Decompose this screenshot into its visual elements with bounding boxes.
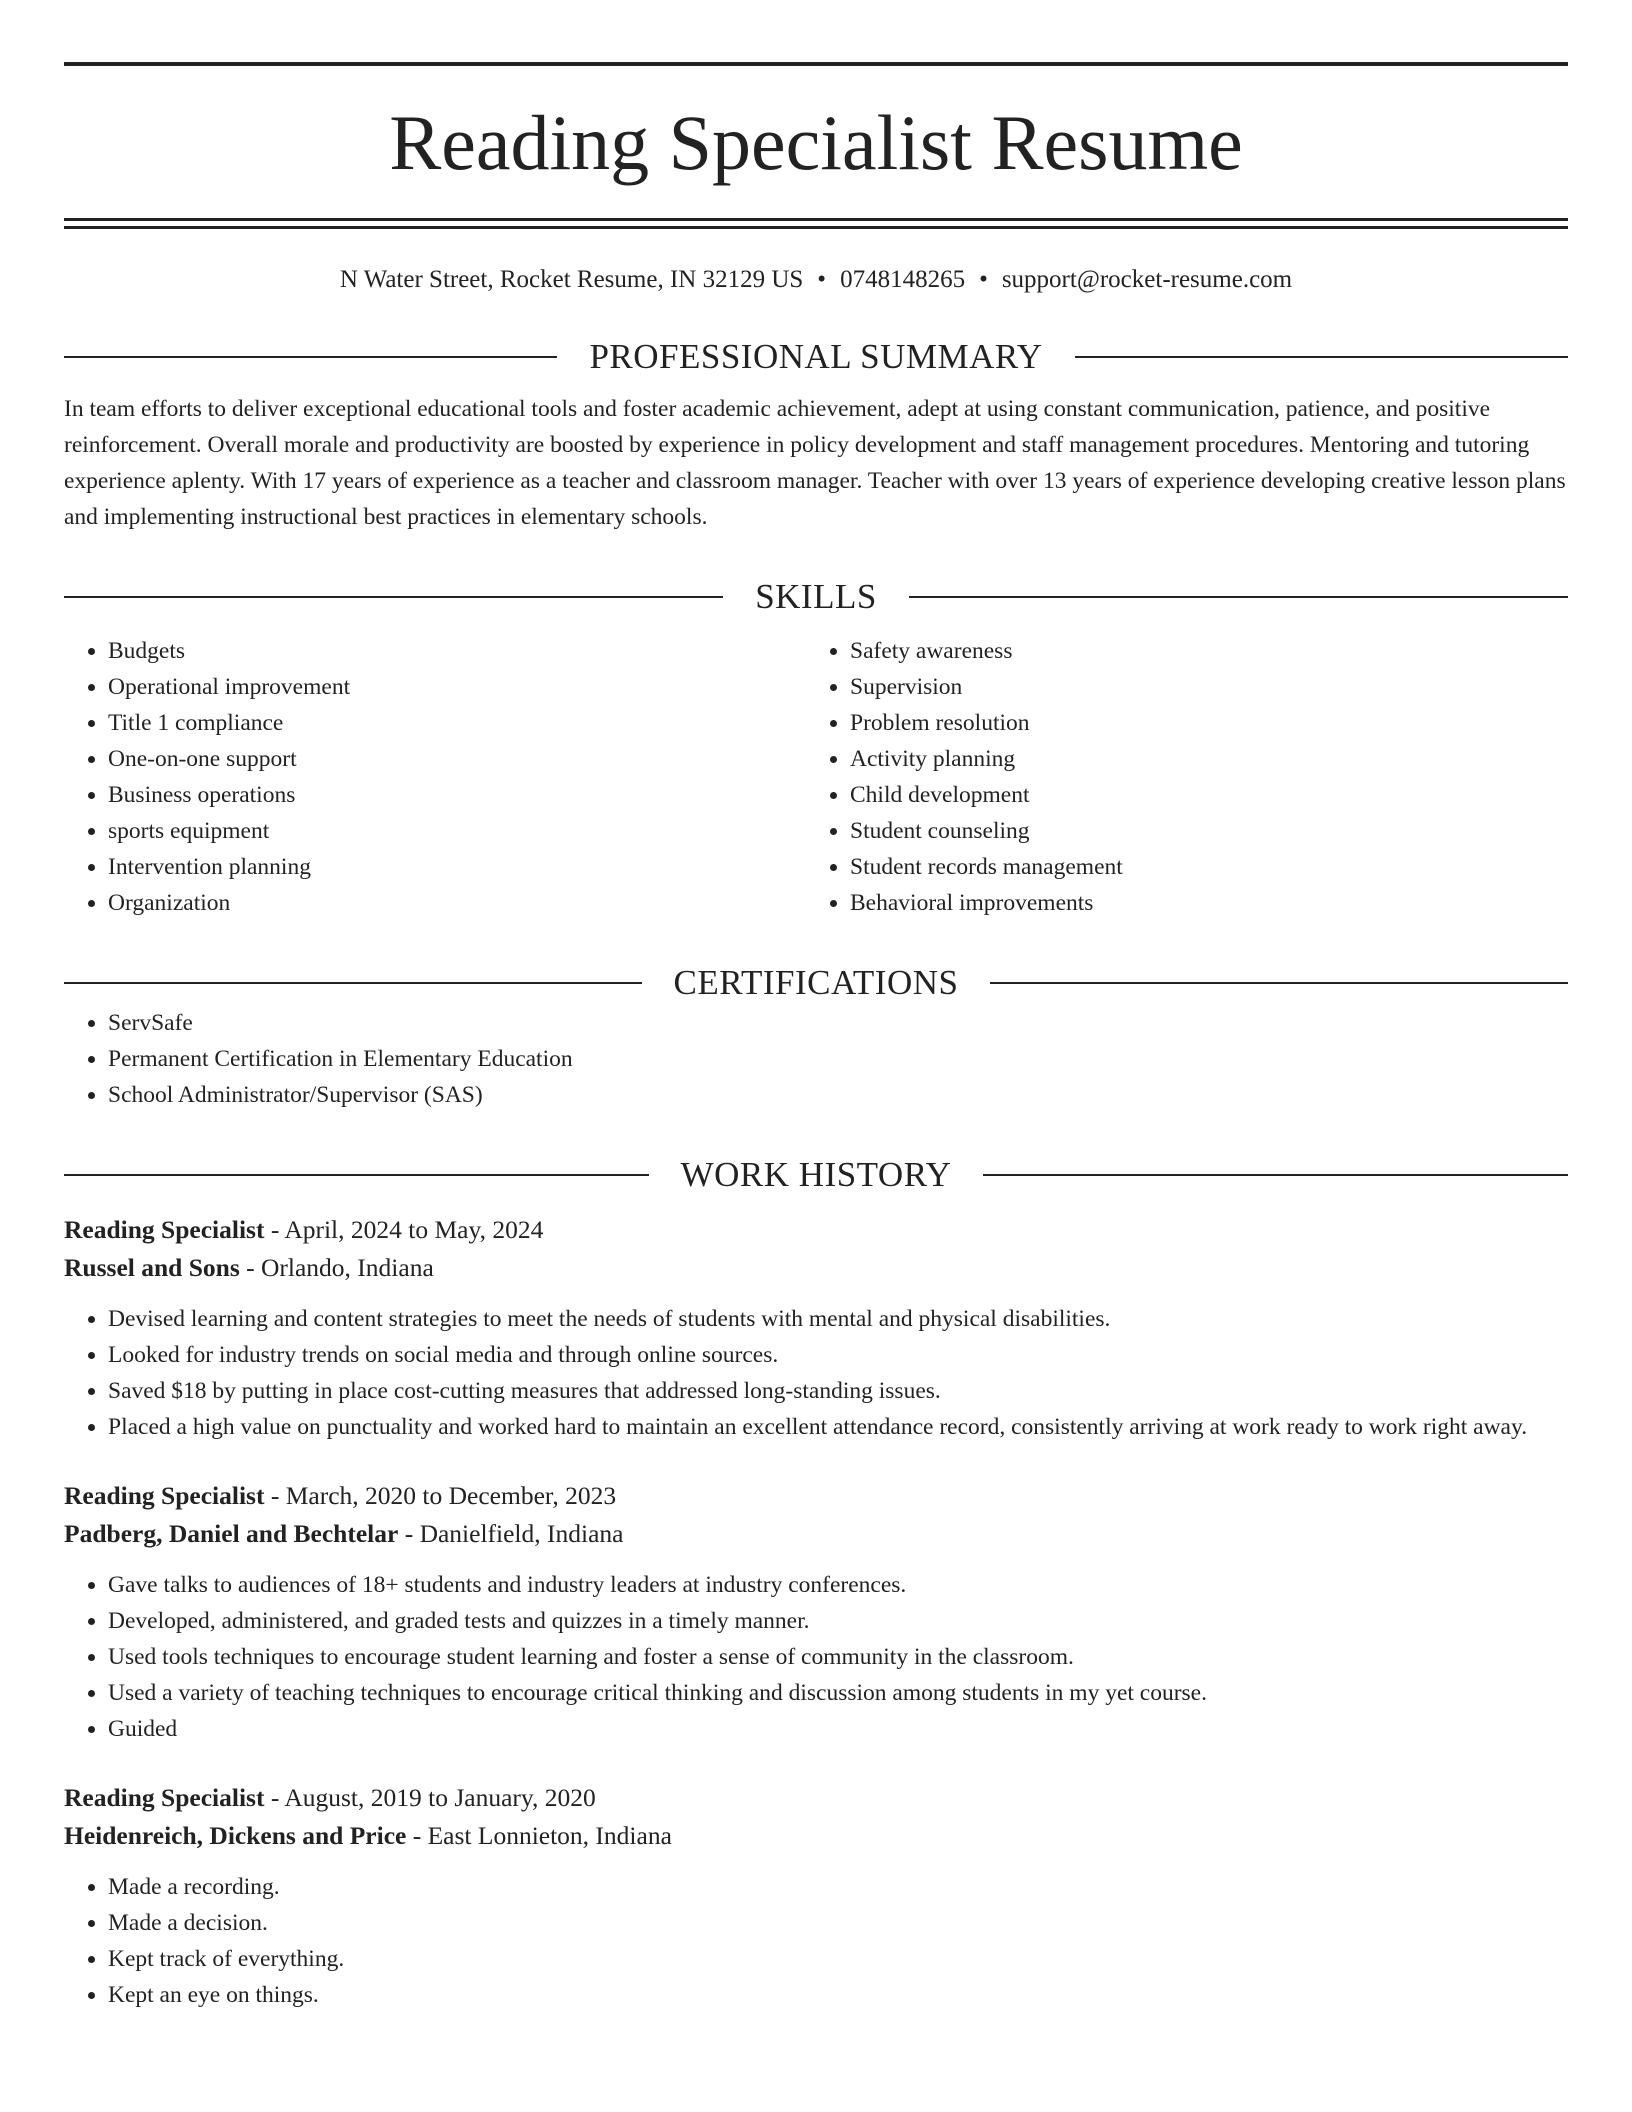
work-history-heading-label: WORK HISTORY <box>680 1155 952 1194</box>
job-title: Reading Specialist <box>64 1481 265 1510</box>
contact-phone: 0748148265 <box>840 266 966 293</box>
skill-item: • Title 1 compliance <box>108 705 806 741</box>
job-bullet: • Gave talks to audiences of 18+ students and industry leaders at industry conferences. <box>108 1567 1568 1603</box>
contact-separator: • <box>817 266 827 293</box>
job-dates: - August, 2019 to January, 2020 <box>264 1783 596 1812</box>
skills-columns <box>64 633 1568 921</box>
job-bullet: • Devised learning and content strategies to meet the needs of students with mental and physical disabilities. <box>108 1301 1568 1337</box>
job-entry <box>64 1211 1568 1445</box>
job-bullet: • Developed, administered, and graded tests and quizzes in a timely manner. <box>108 1603 1568 1639</box>
skill-item: • Operational improvement <box>108 669 806 705</box>
job-bullet: • Looked for industry trends on social media and through online sources. <box>108 1337 1568 1373</box>
job-company-line <box>64 1249 1568 1287</box>
contact-separator: • <box>979 266 988 293</box>
job-company-line <box>64 1817 1568 1855</box>
job-entry <box>64 1477 1568 1747</box>
job-bullet: • Kept an eye on things. <box>108 1977 1568 2013</box>
job-bullet: • Used a variety of teaching techniques to encourage critical thinking and discussion among students in my yet course. <box>108 1675 1568 1711</box>
job-company-line <box>64 1515 1568 1553</box>
certifications-list <box>64 1005 1568 1113</box>
skill-item: • Intervention planning <box>108 849 806 885</box>
skill-item: • Activity planning <box>850 741 1548 777</box>
job-bullet: • Placed a high value on punctuality and worked hard to maintain an excellent attendance record, consistently arriving at work ready to work right away. <box>108 1409 1568 1445</box>
skill-item: • sports equipment <box>108 813 806 849</box>
work-history-list <box>64 1211 1568 2013</box>
job-dates: - March, 2020 to December, 2023 <box>264 1481 617 1510</box>
title-double-rule <box>64 218 1568 229</box>
resume-page <box>64 62 1568 2013</box>
skill-item: • Business operations <box>108 777 806 813</box>
job-bullet: • Kept track of everything. <box>108 1941 1568 1977</box>
skills-heading-label: SKILLS <box>755 577 877 616</box>
summary-heading-label: PROFESSIONAL SUMMARY <box>589 337 1043 376</box>
job-dates: - April, 2024 to May, 2024 <box>264 1215 544 1244</box>
job-entry <box>64 1779 1568 2013</box>
job-title: Reading Specialist <box>64 1215 265 1244</box>
work-history-heading <box>64 1153 1568 1197</box>
skill-item: • Budgets <box>108 633 806 669</box>
job-location: - Orlando, Indiana <box>239 1253 434 1282</box>
job-location: - East Lonnieton, Indiana <box>406 1821 672 1850</box>
job-location: - Danielfield, Indiana <box>398 1519 624 1548</box>
top-rule <box>64 62 1568 66</box>
job-bullets <box>64 1301 1568 1445</box>
job-title-line <box>64 1477 1568 1515</box>
summary-text: In team efforts to deliver exceptional educational tools and foster academic achievement, adept at using constant communication, patience, and positive reinforcement. Overall morale and productivity are boosted by experience in policy development and staff management procedures. Mentoring and tutoring experience aplenty. With 17 years of experience as a teacher and classroom manager. Teacher with over 13 years of experience developing creative lesson plans and implementing instructional best practices in elementary schools. <box>64 396 1566 530</box>
job-company: Russel and Sons <box>64 1253 240 1282</box>
job-bullets <box>64 1869 1568 2013</box>
contact-address: N Water Street, Rocket Resume, IN 32129 US <box>339 266 804 293</box>
contact-line <box>64 265 1568 295</box>
certification-item: • ServSafe <box>108 1005 1568 1041</box>
skill-item: • Student counseling <box>850 813 1548 849</box>
summary-heading <box>64 335 1568 379</box>
job-bullet: • Used tools techniques to encourage student learning and foster a sense of community in the classroom. <box>108 1639 1568 1675</box>
skill-item: • Supervision <box>850 669 1548 705</box>
job-title-line <box>64 1211 1568 1249</box>
job-bullet: • Guided <box>108 1711 1568 1747</box>
job-company: Padberg, Daniel and Bechtelar <box>64 1519 399 1548</box>
contact-email[interactable]: support@rocket-resume.com <box>1001 266 1293 293</box>
skills-list-right <box>806 633 1548 921</box>
certifications-heading-label: CERTIFICATIONS <box>673 963 959 1002</box>
job-bullet: • Made a recording. <box>108 1869 1568 1905</box>
job-company: Heidenreich, Dickens and Price <box>64 1821 407 1850</box>
skill-item: • Organization <box>108 885 806 921</box>
job-title-line <box>64 1779 1568 1817</box>
skills-list-left <box>64 633 806 921</box>
skill-item: • One-on-one support <box>108 741 806 777</box>
certification-item: • Permanent Certification in Elementary Education <box>108 1041 1568 1077</box>
job-title: Reading Specialist <box>64 1783 265 1812</box>
skill-item: • Behavioral improvements <box>850 885 1548 921</box>
job-bullet: • Saved $18 by putting in place cost-cutting measures that addressed long-standing issues. <box>108 1373 1568 1409</box>
skill-item: • Problem resolution <box>850 705 1548 741</box>
page-title: Reading Specialist Resume <box>389 99 1243 186</box>
certifications-heading <box>64 961 1568 1005</box>
certification-item: • School Administrator/Supervisor (SAS) <box>108 1077 1568 1113</box>
skill-item: • Student records management <box>850 849 1548 885</box>
skill-item: • Safety awareness <box>850 633 1548 669</box>
skill-item: • Child development <box>850 777 1548 813</box>
job-bullets <box>64 1567 1568 1747</box>
skills-heading <box>64 575 1568 619</box>
job-bullet: • Made a decision. <box>108 1905 1568 1941</box>
